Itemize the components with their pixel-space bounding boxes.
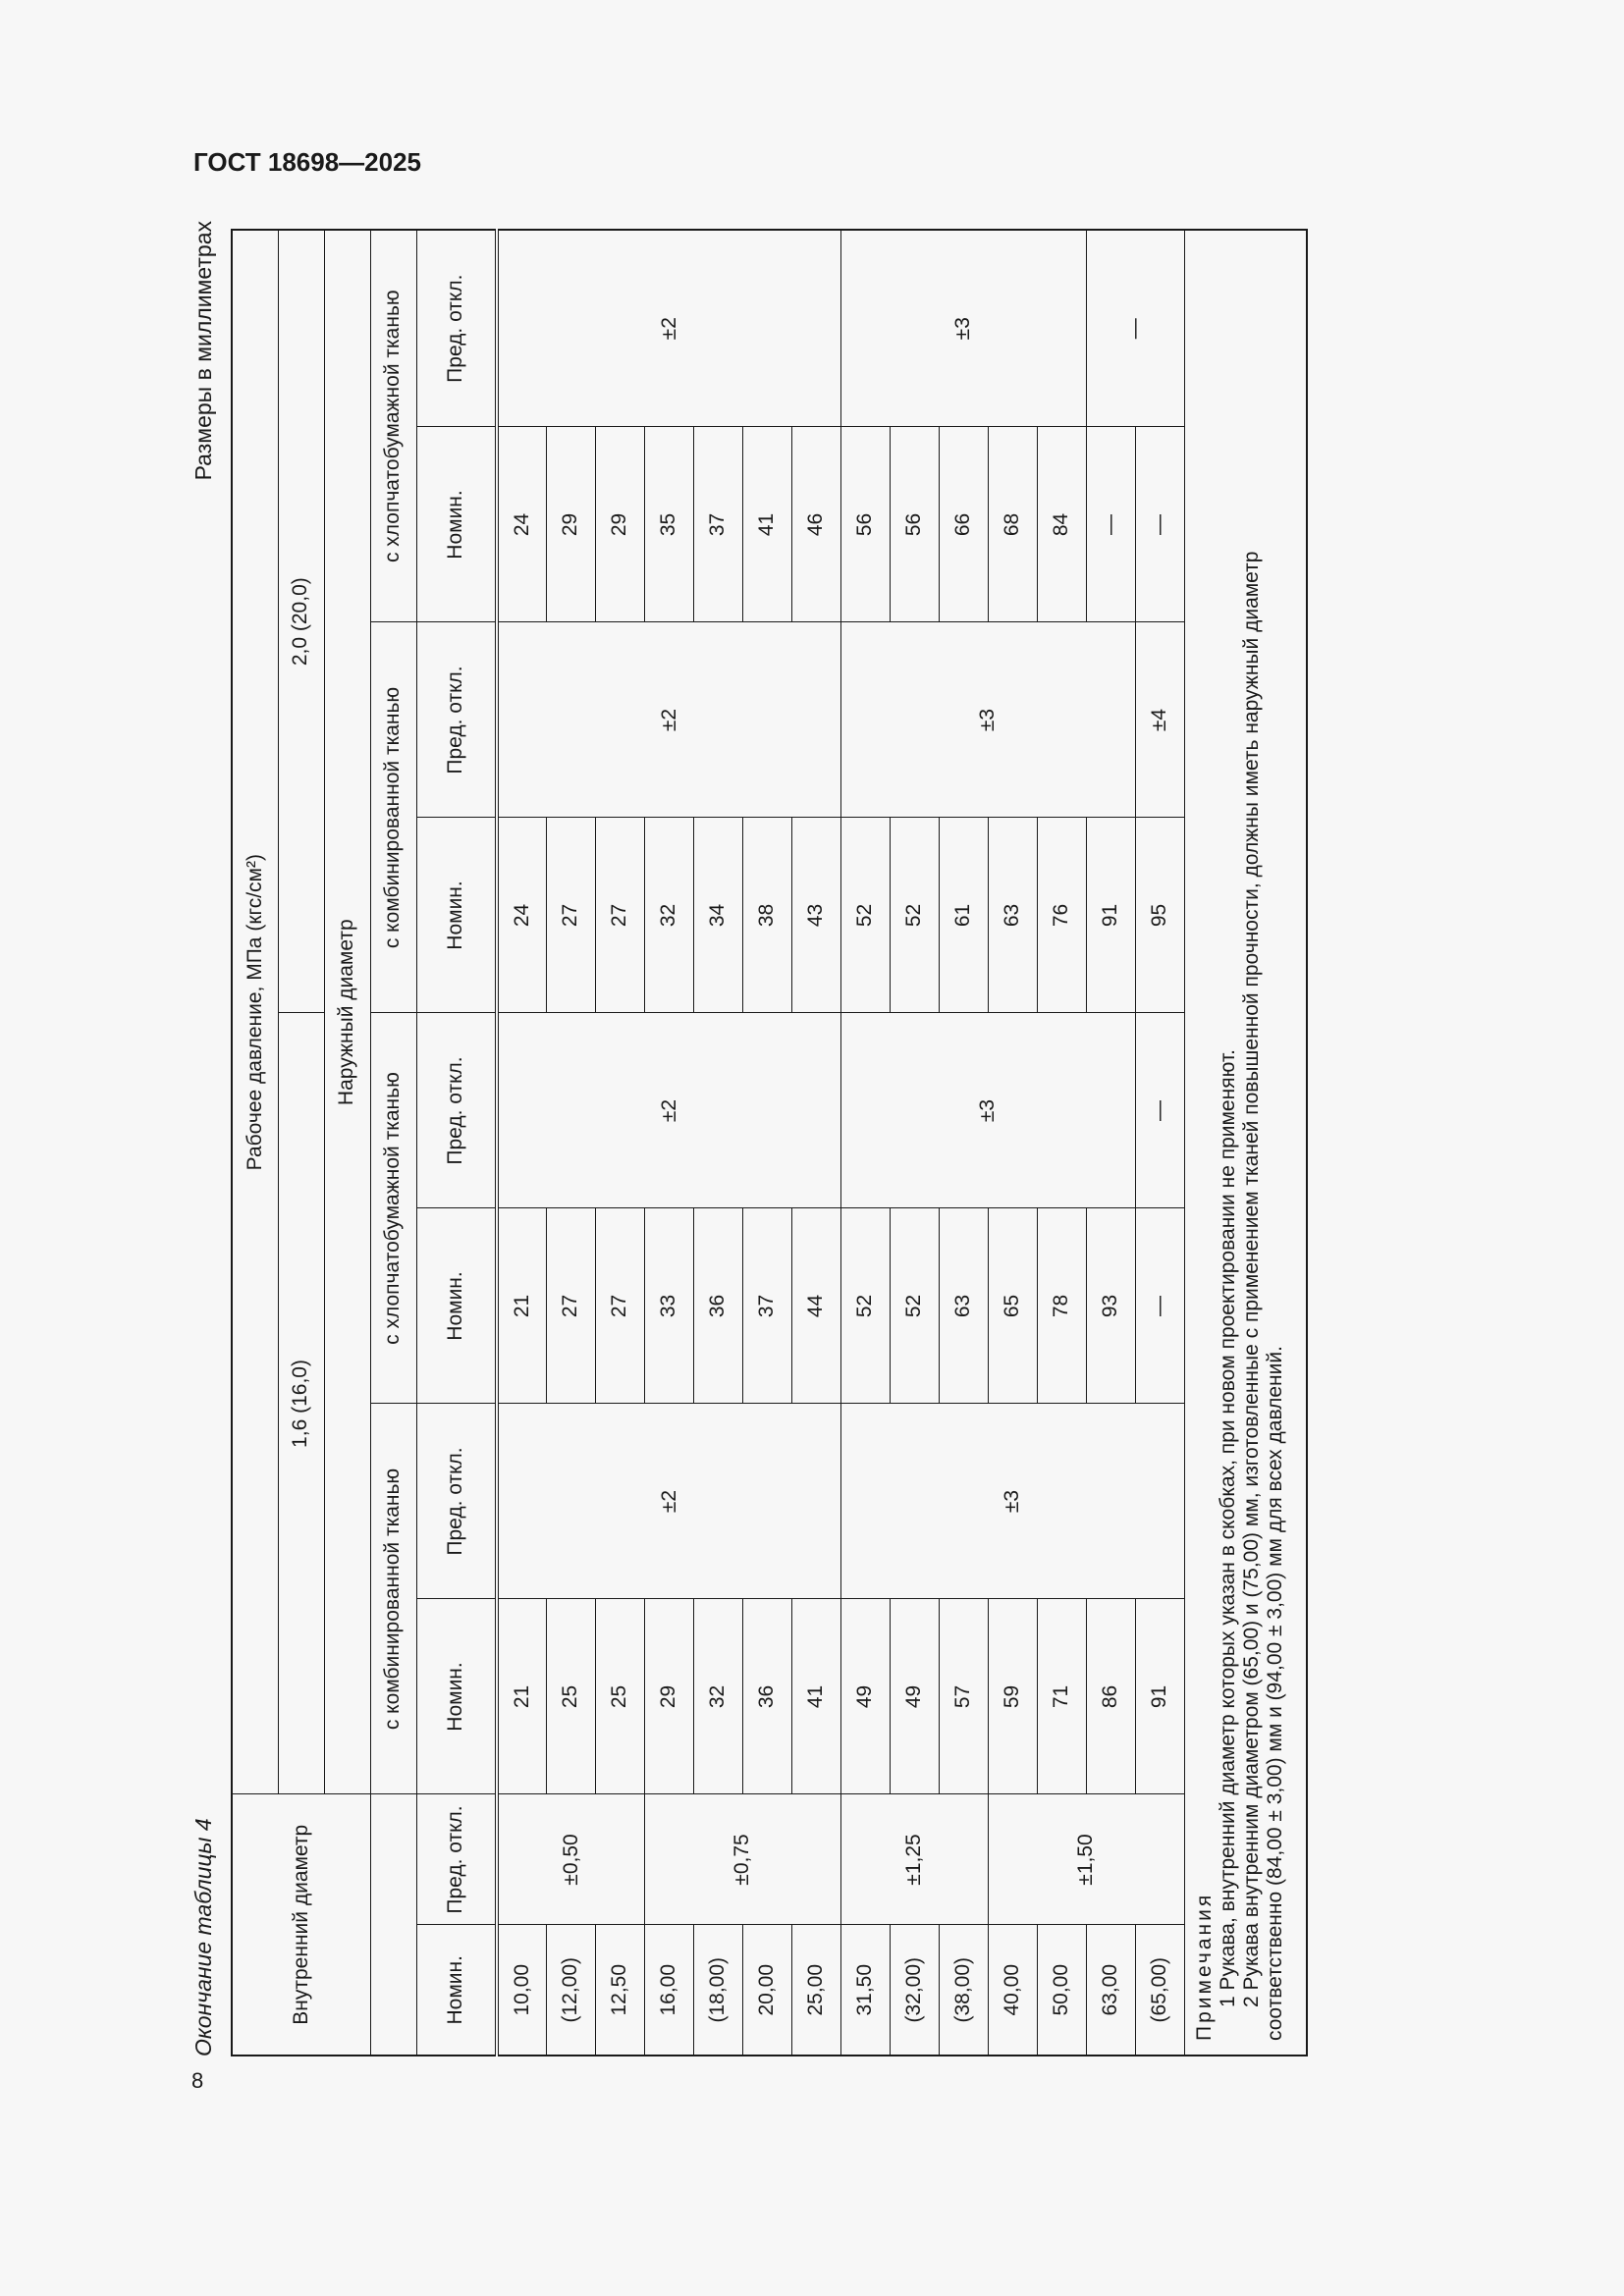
c1-nom: 57 [939, 1599, 988, 1794]
c3-nom: 27 [546, 818, 595, 1013]
header-cotton-1: с хлопчатобумажной тканью [370, 1013, 416, 1404]
c1-dev: ±2 [497, 1404, 840, 1599]
note-2-line-1: 2 Рукава внутренним диаметром (65,00) и (75,00) мм, изготовленные с применением тканей повышенной прочности, должны иметь наружный диаметр [1239, 551, 1263, 2007]
inner-dev: ±0,50 [497, 1794, 644, 1925]
header-working-pressure: Рабочее давление, МПа (кгс/см²) [232, 230, 278, 1794]
c3-nom: 38 [742, 818, 791, 1013]
inner-nom: 16,00 [644, 1925, 693, 2056]
header-inner-blank [370, 1794, 416, 2056]
c1-nom: 29 [644, 1599, 693, 1794]
units-caption: Размеры в миллиметрах [190, 221, 216, 481]
c2-nom: 27 [546, 1208, 595, 1404]
c3-dev: ±2 [497, 622, 840, 818]
note-1: 1 Рукава, внутренний диаметр которых указан в скобках, при новом проектировании не применяют. [1216, 1049, 1239, 2007]
inner-nom: 31,50 [840, 1925, 890, 2056]
header-nom: Номин. [416, 1925, 497, 2056]
c2-nom: 33 [644, 1208, 693, 1404]
c1-nom: 25 [546, 1599, 595, 1794]
inner-dev: ±0,75 [644, 1794, 840, 1925]
table-row [840, 230, 890, 2056]
c4-nom: 84 [1037, 427, 1086, 622]
header-nom: Номин. [416, 1208, 497, 1404]
c2-nom: 63 [939, 1208, 988, 1404]
inner-nom: 10,00 [497, 1925, 546, 2056]
c3-nom: 32 [644, 818, 693, 1013]
table-wrapper [231, 231, 1326, 2056]
c2-nom: 27 [595, 1208, 644, 1404]
c1-nom: 36 [742, 1599, 791, 1794]
header-inner-diameter: Внутренний диаметр [232, 1794, 370, 2056]
c2-nom: — [1135, 1208, 1184, 1404]
inner-nom: (18,00) [693, 1925, 742, 2056]
c4-dev: — [1086, 230, 1184, 427]
c4-nom: 46 [791, 427, 840, 622]
c1-nom: 71 [1037, 1599, 1086, 1794]
c4-nom: 68 [988, 427, 1037, 622]
header-combined-2: с комбинированной тканью [370, 622, 416, 1013]
header-row-1 [232, 230, 278, 2056]
header-nom: Номин. [416, 1599, 497, 1794]
c3-dev: ±3 [840, 622, 1135, 818]
c2-nom: 37 [742, 1208, 791, 1404]
header-cotton-2: с хлопчатобумажной тканью [370, 230, 416, 622]
c1-nom: 49 [840, 1599, 890, 1794]
c2-nom: 78 [1037, 1208, 1086, 1404]
c4-dev: ±2 [497, 230, 840, 427]
c3-nom: 61 [939, 818, 988, 1013]
inner-nom: 12,50 [595, 1925, 644, 2056]
c1-nom: 49 [890, 1599, 939, 1794]
c3-nom: 43 [791, 818, 840, 1013]
header-row-2 [278, 230, 324, 2056]
inner-nom: 50,00 [1037, 1925, 1086, 2056]
inner-nom: 25,00 [791, 1925, 840, 2056]
c1-nom: 41 [791, 1599, 840, 1794]
header-dev: Пред. откл. [416, 1404, 497, 1599]
inner-nom: 20,00 [742, 1925, 791, 2056]
c2-nom: 65 [988, 1208, 1037, 1404]
header-pressure-2-0: 2,0 (20,0) [278, 230, 324, 1013]
c4-nom: 37 [693, 427, 742, 622]
rotated-table-area [177, 216, 1306, 2081]
c3-nom: 52 [840, 818, 890, 1013]
c1-nom: 25 [595, 1599, 644, 1794]
c1-nom: 21 [497, 1599, 546, 1794]
table-row [1135, 230, 1184, 2056]
header-outer-diameter: Наружный диаметр [324, 230, 370, 1794]
header-dev: Пред. откл. [416, 1013, 497, 1208]
header-dev: Пред. откл. [416, 1794, 497, 1925]
header-row-5 [416, 230, 497, 2056]
header-nom: Номин. [416, 427, 497, 622]
c3-nom: 91 [1086, 818, 1135, 1013]
c2-nom: 52 [890, 1208, 939, 1404]
c3-nom: 95 [1135, 818, 1184, 1013]
inner-nom: (32,00) [890, 1925, 939, 2056]
c4-nom: 56 [890, 427, 939, 622]
c4-nom: 24 [497, 427, 546, 622]
header-row-3 [324, 230, 370, 2056]
c1-nom: 86 [1086, 1599, 1135, 1794]
c1-dev: ±3 [840, 1404, 1184, 1599]
table-notes [1184, 230, 1307, 2056]
c3-nom: 27 [595, 818, 644, 1013]
c4-nom: 41 [742, 427, 791, 622]
c2-dev: ±2 [497, 1013, 840, 1208]
c3-nom: 76 [1037, 818, 1086, 1013]
c2-nom: 44 [791, 1208, 840, 1404]
document-code: ГОСТ 18698—2025 [193, 147, 421, 177]
notes-title: Примечания [1192, 1892, 1216, 2041]
c4-nom: — [1135, 427, 1184, 622]
header-row-4 [370, 230, 416, 2056]
header-pressure-1-6: 1,6 (16,0) [278, 1013, 324, 1794]
page-number: 8 [191, 2068, 204, 2093]
c4-nom: 35 [644, 427, 693, 622]
inner-nom: 63,00 [1086, 1925, 1135, 2056]
c1-nom: 59 [988, 1599, 1037, 1794]
inner-nom: (38,00) [939, 1925, 988, 2056]
c3-dev: ±4 [1135, 622, 1184, 818]
table-row [497, 230, 546, 2056]
c4-nom: 29 [595, 427, 644, 622]
inner-nom: (12,00) [546, 1925, 595, 2056]
c4-nom: 56 [840, 427, 890, 622]
c4-dev: ±3 [840, 230, 1086, 427]
inner-dev: ±1,50 [988, 1794, 1184, 1925]
c2-nom: 93 [1086, 1208, 1135, 1404]
c3-nom: 34 [693, 818, 742, 1013]
c4-nom: 29 [546, 427, 595, 622]
c4-nom: — [1086, 427, 1135, 622]
c4-nom: 66 [939, 427, 988, 622]
inner-nom: (65,00) [1135, 1925, 1184, 2056]
c3-nom: 24 [497, 818, 546, 1013]
c2-nom: 36 [693, 1208, 742, 1404]
inner-nom: 40,00 [988, 1925, 1037, 2056]
header-combined-1: с комбинированной тканью [370, 1404, 416, 1794]
header-dev: Пред. откл. [416, 230, 497, 427]
c3-nom: 63 [988, 818, 1037, 1013]
c2-dev: ±3 [840, 1013, 1135, 1208]
c2-dev: — [1135, 1013, 1184, 1208]
c3-nom: 52 [890, 818, 939, 1013]
c2-nom: 52 [840, 1208, 890, 1404]
c1-nom: 91 [1135, 1599, 1184, 1794]
header-dev: Пред. откл. [416, 622, 497, 818]
c1-nom: 32 [693, 1599, 742, 1794]
header-nom: Номин. [416, 818, 497, 1013]
notes-row [1184, 230, 1307, 2056]
dimensions-table [231, 229, 1308, 2056]
inner-dev: ±1,25 [840, 1794, 988, 1925]
c2-nom: 21 [497, 1208, 546, 1404]
note-2-line-2: соответственно (84,00 ± 3,00) мм и (94,00 ± 3,00) мм для всех давлений. [1263, 1346, 1286, 2041]
table-continuation-caption: Окончание таблицы 4 [190, 1818, 216, 2056]
